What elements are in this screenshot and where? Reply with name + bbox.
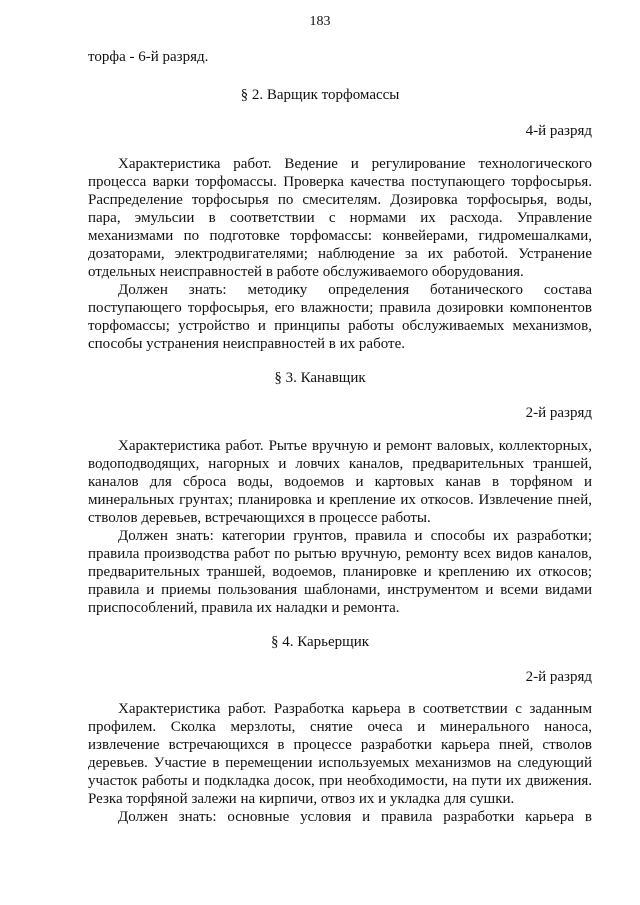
text-line: пара, эмульсии в соответствии с нормами их расхода. Управление xyxy=(88,210,592,226)
text-line: дозаторами, электродвигателями; наблюдение за их работой. Устранение xyxy=(88,246,592,262)
text-line: отдельных неисправностей в работе обслуживаемого оборудования. xyxy=(88,264,524,280)
text-line: каналов для сброса воды, водоемов и картовых канав в торфяном и xyxy=(88,474,592,490)
text-line: торфомассы; устройство и принципы работы обслуживаемых механизмов, xyxy=(88,318,592,334)
text-line: минеральных грунтах; планировка и крепление их откосов. Извлечение пней, xyxy=(88,492,592,508)
section-heading: § 4. Карьерщик xyxy=(270,634,370,650)
text-line: поступающего торфосырья, его влажности; правила дозировки компонентов xyxy=(88,300,592,316)
grade-label: 2-й разряд xyxy=(525,405,592,421)
section-heading: § 3. Канавщик xyxy=(274,370,366,386)
text-line: Должен знать: категории грунтов, правила и способы их разработки; xyxy=(118,528,592,544)
text-line: стволов деревьев, встречающихся в процессе работы. xyxy=(88,510,431,526)
page-number: 183 xyxy=(309,14,331,29)
text-line: Должен знать: основные условия и правила разработки карьера в xyxy=(118,809,592,825)
text-line: Распределение торфосырья по смесителям. Дозировка торфосырья, воды, xyxy=(88,192,592,208)
text-line: способы устранения неисправностей в их работе. xyxy=(88,336,405,352)
text-line: приспособлений, правила их наладки и ремонта. xyxy=(88,600,400,616)
text-line: Резка торфяной залежи на кирпичи, отвоз их и укладка для сушки. xyxy=(88,791,515,807)
section-heading: § 2. Варщик торфомассы xyxy=(240,87,400,103)
text-line: предварительных траншей, водоемов, планировке и креплению их откосов; xyxy=(88,564,592,580)
text-line: водоподводящих, нагорных и ловчих каналов, предварительных траншей, xyxy=(88,456,592,472)
text-line: Должен знать: методику определения ботанического состава xyxy=(118,282,592,298)
text-line: Характеристика работ. Рытье вручную и ремонт валовых, коллекторных, xyxy=(118,438,592,454)
text-line: Характеристика работ. Разработка карьера в соответствии с заданным xyxy=(118,701,592,717)
text-line: профилем. Сколка мерзлоты, снятие очеса и минерального наноса, xyxy=(88,719,592,735)
text-line: участок работы и подкладка досок, при необходимости, на пути их движения. xyxy=(88,773,592,789)
text-line: процесса варки торфомассы. Проверка качества поступающего торфосырья. xyxy=(88,174,592,190)
text-line: деревьев. Участие в перемещении используемых механизмов на следующий xyxy=(88,755,592,771)
text-line: Характеристика работ. Ведение и регулирование технологического xyxy=(118,156,592,172)
grade-label: 4-й разряд xyxy=(525,123,592,139)
text-line: торфа - 6-й разряд. xyxy=(88,49,209,65)
text-line: правила производства работ по рытью вручную, ремонту всех видов каналов, xyxy=(88,546,592,562)
text-line: правила и приемы пользования шаблонами, инструментом и всеми видами xyxy=(88,582,592,598)
grade-label: 2-й разряд xyxy=(525,669,592,685)
text-line: механизмами по подготовке торфомассы: конвейерами, гидромешалками, xyxy=(88,228,592,244)
text-line: извлечение встречающихся в процессе разработки карьера пней, стволов xyxy=(88,737,592,753)
